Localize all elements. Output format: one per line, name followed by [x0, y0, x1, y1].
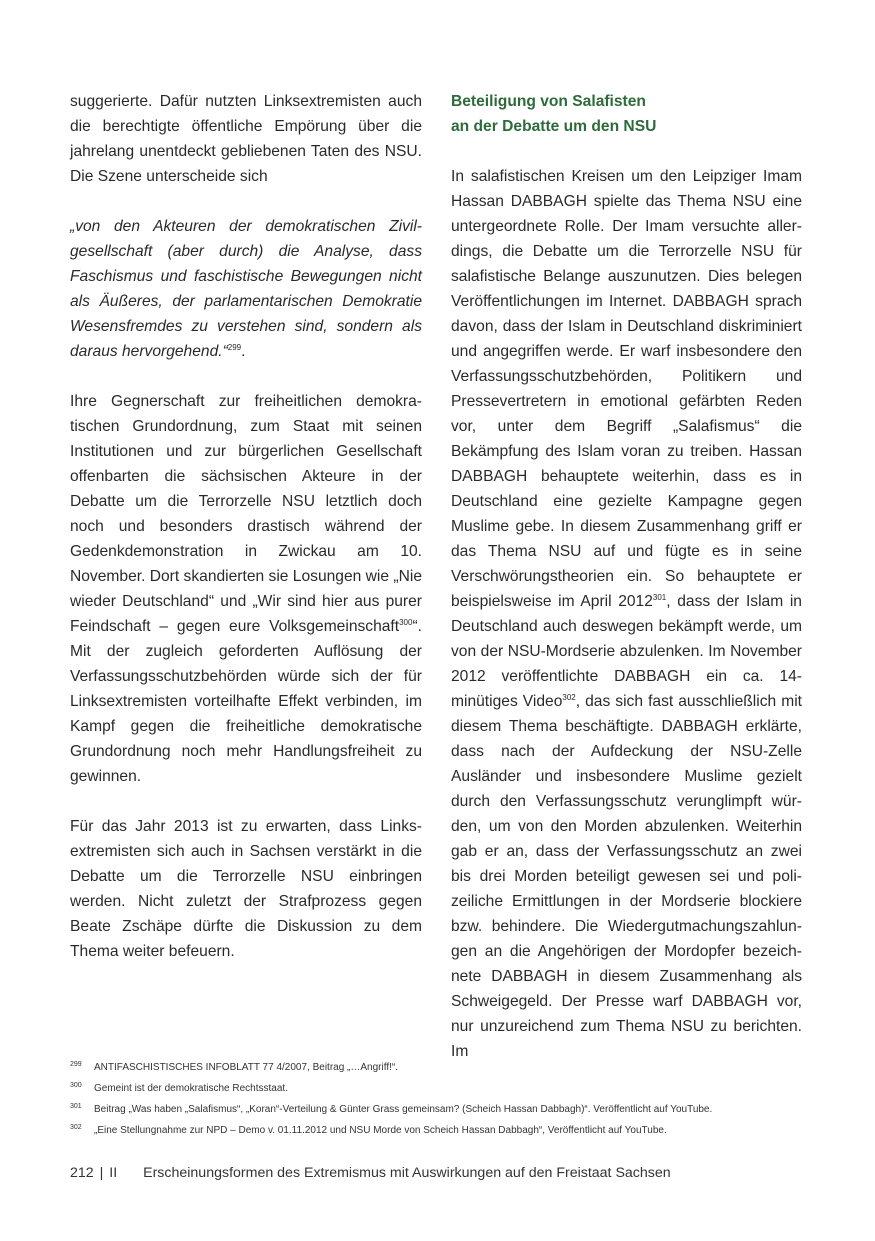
section-heading-line-2: an der Debatte um den NSU [451, 118, 657, 135]
footnote-300 [70, 1078, 810, 1099]
body-paragraph [70, 389, 422, 789]
footnote-ref-300[interactable]: 300 [399, 617, 413, 627]
footnote-299 [70, 1057, 810, 1078]
footnote-text: Beitrag „Was haben „Salafismus“, „Koran“-Verteilung & Günter Grass gemeinsam? (Scheich Hassan Dabbagh)“. Veröffentlicht auf YouTube. [94, 1104, 713, 1115]
footnote-number: 300 [70, 1082, 82, 1089]
chapter-number: II [109, 1165, 118, 1181]
footnote-number: 302 [70, 1124, 82, 1131]
body-paragraph [451, 164, 802, 1064]
quote-end: . [241, 343, 246, 360]
footnote-ref-301[interactable]: 301 [652, 592, 667, 602]
body-paragraph: suggerierte. Dafür nutzten Linksextremisten auch die berechtigte öffentliche Empörung über die jahrelang unentdeckt gebliebenen Taten des NSU. Die Szene unterscheide sich [70, 93, 422, 185]
footnote-number: 301 [70, 1103, 82, 1110]
footnote-ref-302[interactable]: 302 [562, 692, 576, 702]
footnote-text: ANTIFASCHISTISCHES INFOBLATT 77 4/2007, Beitrag „…Angriff!“. [94, 1062, 398, 1073]
page-footer [70, 1165, 830, 1181]
footnote-number: 299 [70, 1061, 82, 1068]
section-heading-line-1: Beteiligung von Salafisten [451, 93, 646, 110]
footnote-301 [70, 1099, 810, 1120]
footnote-text: Gemeint ist der demokratische Rechtsstaat. [94, 1083, 288, 1094]
body-text: , dass der Islam in Deutschland auch deswegen bekämpft werde, um von der NSU-Mordserie abzulenken. Im November 2012 veröffentlichte DABBAGH ein ca. 14-minütiges Video [451, 593, 802, 710]
footnote-text: „Eine Stellungnahme zur NPD – Demo v. 01.11.2012 und NSU Morde von Scheich Hassan Dabbagh“, Veröffentlicht auf YouTube. [94, 1125, 667, 1136]
body-text: Ihre Gegnerschaft zur freiheitlichen demokratischen Grundordnung, zum Staat mit seinen Institutionen und zur bürgerlichen Gesellschaft offenbarten die sächsischen Akteure in der Debatte um die Terrorzelle NSU letztlich doch noch und besonders drastisch während der Gedenkdemonstration in Zwickau am 10. November. Dort skandierten sie Losungen wie „Nie wieder Deutschland“ und „Wir sind hier aus purer Feindschaft – gegen eure Volksgemeinschaft [70, 393, 422, 635]
footnote-302 [70, 1120, 810, 1141]
footnote-ref-299[interactable]: 299 [227, 342, 242, 352]
right-column [451, 89, 802, 1064]
left-column [70, 89, 422, 964]
footer-separator: | [99, 1165, 104, 1181]
section-heading [451, 89, 802, 139]
chapter-title: Erscheinungsformen des Extremismus mit Auswirkungen auf den Freistaat Sachsen [143, 1165, 671, 1181]
body-text: In salafistischen Kreisen um den Leipziger Imam Hassan DABBAGH spielte das Thema NSU eine untergeordnete Rolle. Der Imam versuchte allerdings, die Debatte um die Terrorzelle NSU für salafistische Belange auszunutzen. Dies belegen Veröffentlichungen im Internet. DABBAGH sprach davon, dass der Islam in Deutschland diskriminiert und angegriffen werde. Er warf insbesondere den Verfassungsschutzbehörden, Politikern und Pressevertretern in emotional gefärbten Reden vor, unter dem Begriff „Salafismus“ die Bekämpfung des Islam voran zu treiben. Hassan DABBAGH behauptete weiterhin, dass es in Deutschland eine gezielte Kampagne gegen Muslime gebe. In diesem Zusammenhang griff er das Thema NSU auf und fügte es in seine Verschwörungstheorien ein. So behauptete er beispielsweise im April 2012 [451, 168, 802, 610]
body-paragraph: Für das Jahr 2013 ist zu erwarten, dass Linksextremisten sich auch in Sachsen verstärkt in die Debatte um die Terrorzelle NSU einbringen werden. Nicht zuletzt der Strafprozess gegen Beate Zschäpe dürfte die Diskussion zu dem Thema weiter befeuern. [70, 818, 422, 960]
footnotes [70, 1057, 810, 1141]
body-text: , das sich fast ausschließlich mit diesem Thema beschäftigte. DABBAGH erklärte, dass nach der Aufdeckung der NSU-Zelle Ausländer und insbesondere Muslime gezielt durch den Verfassungsschutz verunglimpft würden, um von den Morden abzulenken. Weiterhin gab er an, dass der Verfassungsschutz an zwei bis drei Morden beteiligt gewesen sei und polizeiliche Ermittlungen in der Mordserie blockiere bzw. behindere. Die Wiedergutmachungszahlungen an die Angehörigen der Mordopfer bezeichnete DABBAGH in diesem Zusammenhang als Schweigegeld. Der Presse warf DABBAGH vor, nur unzureichend zum Thema NSU zu berichten. Im [451, 693, 802, 1060]
quote-text: „von den Akteuren der demokratischen Zivilgesellschaft (aber durch) die Analyse, dass Faschismus und faschistische Bewegungen nicht als Äußeres, der parlamentarischen Demokratie Wesensfremdes zu verstehen sind, sondern als daraus hervorgehend.“ [70, 218, 422, 360]
quote-paragraph [70, 214, 422, 364]
body-text: “. Mit der zugleich geforderten Auflösung der Verfassungsschutzbehörden würde sich der für Linksextremisten vorteilhafte Effekt verbinden, im Kampf gegen die freiheitliche demokratische Grundordnung noch mehr Handlungsfreiheit zu gewinnen. [70, 618, 422, 785]
page-number: 212 [70, 1165, 94, 1181]
